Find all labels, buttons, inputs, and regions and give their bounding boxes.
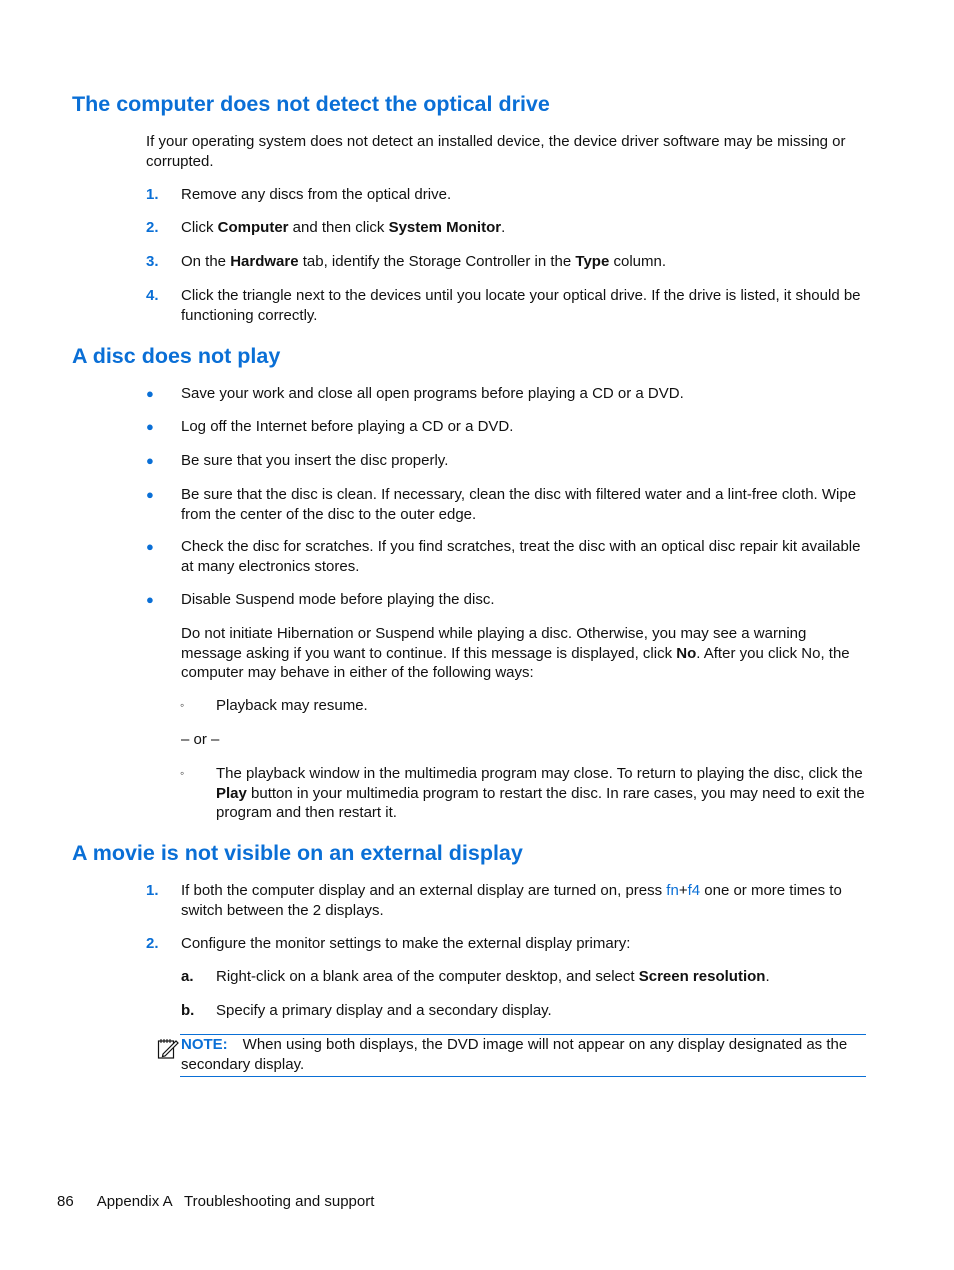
step-text: Configure the monitor settings to make the external display primary: xyxy=(181,935,631,952)
step-text: If both the computer display and an external display are turned on, press fn+f4 one or more times to switch between the 2 displays. xyxy=(181,882,842,919)
substep-text: Right-click on a blank area of the computer desktop, and select Screen resolution. xyxy=(216,968,770,985)
section-heading-optical-drive: The computer does not detect the optical drive xyxy=(72,92,550,116)
bullet-text: Be sure that the disc is clean. If necessary, clean the disc with filtered water and a lint-free cloth. Wipe from the center of the disc to the outer edge. xyxy=(181,486,857,523)
sub-bullet-text: The playback window in the multimedia program may close. To return to playing the disc, click the Play button in your multimedia program to restart the disc. In rare cases, you may need to exit the program and then restart it. xyxy=(216,765,865,821)
ui-term: Play xyxy=(216,784,247,802)
ui-term: No xyxy=(676,644,697,662)
bullet-icon: ● xyxy=(146,419,154,434)
bullet-text: Save your work and close all open programs before playing a CD or a DVD. xyxy=(181,385,684,402)
sub-bullet-text: Playback may resume. xyxy=(216,697,368,714)
ui-term: Screen resolution xyxy=(638,968,766,985)
intro-paragraph: If your operating system does not detect an installed device, the device driver software may be missing or corrupted. xyxy=(146,133,846,170)
or-separator: – or – xyxy=(181,731,220,748)
page-number: 86 xyxy=(57,1193,74,1210)
ui-term: System Monitor xyxy=(388,219,502,236)
ui-term: Hardware xyxy=(230,253,299,270)
sub-bullet-icon: ◦ xyxy=(180,698,185,712)
hibernation-paragraph: Do not initiate Hibernation or Suspend while playing a disc. Otherwise, you may see a warning message asking if you want to continue. If this message is displayed, click No. After you click No, the computer may behave in either of the following ways: xyxy=(181,625,850,681)
substep-letter: a. xyxy=(181,968,194,985)
bullet-icon: ● xyxy=(146,386,154,401)
step-text: Click the triangle next to the devices until you locate your optical drive. If the drive is listed, it should be functioning correctly. xyxy=(181,287,861,324)
note-pencil-icon xyxy=(157,1036,181,1060)
ui-term: Type xyxy=(575,253,610,270)
page-footer xyxy=(57,1192,374,1211)
step-number: 1. xyxy=(146,882,159,899)
section-heading-external-display: A movie is not visible on an external display xyxy=(72,841,523,865)
section-heading-disc-not-play: A disc does not play xyxy=(72,344,281,368)
bullet-text: Disable Suspend mode before playing the disc. xyxy=(181,591,495,608)
ui-term: Computer xyxy=(217,219,289,236)
step-number: 3. xyxy=(146,253,159,270)
footer-label: Appendix A Troubleshooting and support xyxy=(96,1193,375,1210)
bullet-icon: ● xyxy=(146,592,154,607)
bullet-text: Be sure that you insert the disc properly. xyxy=(181,452,449,469)
step-number: 2. xyxy=(146,935,159,952)
step-number: 2. xyxy=(146,219,159,236)
substep-letter: b. xyxy=(181,1002,195,1019)
bullet-icon: ● xyxy=(146,487,154,502)
fn-key: fn xyxy=(666,882,679,899)
step-text: Remove any discs from the optical drive. xyxy=(181,186,452,203)
substep-text: Specify a primary display and a secondary display. xyxy=(216,1002,552,1019)
step-text: Click Computer and then click System Monitor. xyxy=(181,219,506,236)
note-text: NOTE: When using both displays, the DVD image will not appear on any display designated as the secondary display. xyxy=(181,1036,848,1073)
note-label: NOTE: xyxy=(181,1036,228,1053)
bullet-icon: ● xyxy=(146,453,154,468)
bullet-text: Log off the Internet before playing a CD or a DVD. xyxy=(181,418,514,435)
bullet-text: Check the disc for scratches. If you find scratches, treat the disc with an optical disc repair kit available at many electronics stores. xyxy=(181,538,861,575)
bullet-icon: ● xyxy=(146,539,154,554)
sub-bullet-icon: ◦ xyxy=(180,766,185,780)
step-number: 4. xyxy=(146,287,159,304)
f4-key: f4 xyxy=(687,882,701,899)
step-text: On the Hardware tab, identify the Storage Controller in the Type column. xyxy=(181,253,667,270)
step-number: 1. xyxy=(146,186,159,203)
